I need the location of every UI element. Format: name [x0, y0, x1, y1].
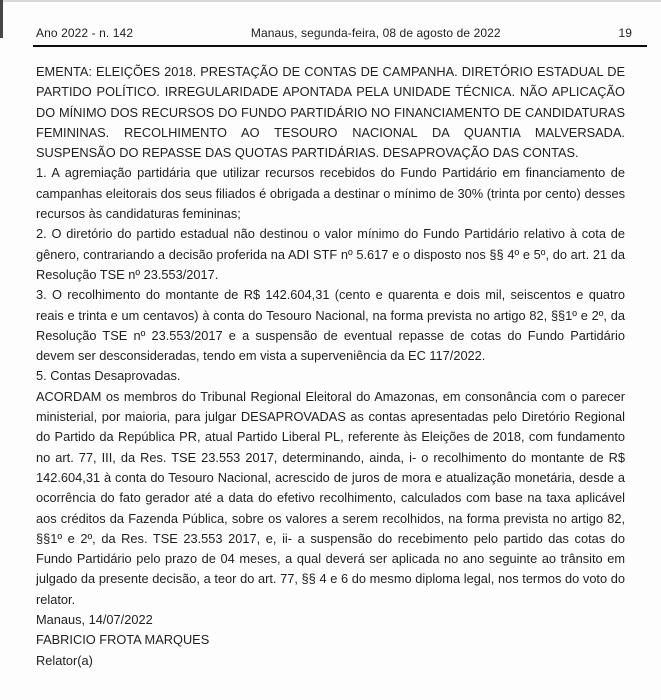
- edition-label: Ano 2022 - n. 142: [36, 26, 134, 40]
- signature-role: Relator(a): [36, 652, 93, 668]
- paragraph: 2. O diretório do partido estadual não destinou o valor mínimo do Fundo Partidário relativo à cota de gênero, contrariando a decisão proferida na ADI STF nº 5.617 e o disposto nos §§ 4º e 5º, do art. 21 da Resolução TSE nº 23.553/2017.: [36, 226, 625, 282]
- place-date-line: Manaus, 14/07/2022: [36, 612, 153, 628]
- header-date: Manaus, segunda-feira, 08 de agosto de 2022: [250, 26, 501, 40]
- page-number: 19: [618, 26, 632, 40]
- left-edge-mark: [0, 0, 3, 38]
- window-top-edge: [0, 0, 661, 2]
- signature-name: FABRICIO FROTA MARQUES: [36, 632, 210, 648]
- paragraph: 5. Contas Desaprovadas.: [36, 368, 181, 384]
- paragraph: EMENTA: ELEIÇÕES 2018. PRESTAÇÃO DE CONTAS DE CAMPANHA. DIRETÓRIO ESTADUAL DE PARTIDO POLÍTICO. IRREGULARIDADE APONTADA PELA UNIDADE TÉCNICA. NÃO APLICAÇÃO DO MÍNIMO DOS RECURSOS DO FUNDO PARTIDÁRIO NO FINANCIAMENTO DE CANDIDATURAS FEMININAS. RECOLHIMENTO AO TESOURO NACIONAL DA QUANTIA MALVERSADA. SUSPENSÃO DO REPASSE DAS QUOTAS PARTIDÁRIAS. DESAPROVAÇÃO DAS CONTAS.: [36, 64, 625, 161]
- gazette-header: [33, 26, 647, 47]
- paragraphs-container: [36, 62, 625, 610]
- paragraph: 3. O recolhimento do montante de R$ 142.604,31 (cento e quarenta e dois mil, seiscentos e quatro reais e trinta e um centavos) à conta do Tesouro Nacional, na forma prevista no artigo 82, §§1º e 2º, da Resolução TSE nº 23.553/2017 e a suspensão de eventual repasse de cotas do Fundo Partidário devem ser desconsideradas, tendo em vista a superveniência da EC 117/2022.: [36, 287, 625, 364]
- paragraph: ACORDAM os membros do Tribunal Regional Eleitoral do Amazonas, em consonância com o parecer ministerial, por maioria, para julgar DESAPROVADAS as contas apresentadas pelo Diretório Regional do Partido da República PR, atual Partido Liberal PL, referente às Eleições de 2018, com fundamento no art. 77, III, da Res. TSE 23.553 2017, determinando, ainda, i- o recolhimento do montante de R$ 142.604,31 à conta do Tesouro Nacional, acrescido de juros de mora e atualização monetária, desde a ocorrência do fato gerador até a data do efetivo recolhimento, calculados com base na taxa aplicável aos créditos da Fazenda Pública, sobre os valores a serem recolhidos, na forma prevista no artigo 82, §§1º e 2º, da Res. TSE 23.553 2017, e, ii- a suspensão do recebimento pelo partido das cotas do Fundo Partidário pelo prazo de 04 meses, a qual deverá ser aplicada no ano seguinte ao trânsito em julgado da presente decisão, a teor do art. 77, §§ 4 e 6 do mesmo diploma legal, nos termos do voto do relator.: [36, 388, 625, 607]
- document-body: [36, 62, 625, 671]
- paragraph: 1. A agremiação partidária que utilizar recursos recebidos do Fundo Partidário em financiamento de campanhas eleitorais dos seus filiados é obrigada a destinar o mínimo de 30% (trinta por cento) desses recursos às candidaturas femininas;: [36, 165, 625, 222]
